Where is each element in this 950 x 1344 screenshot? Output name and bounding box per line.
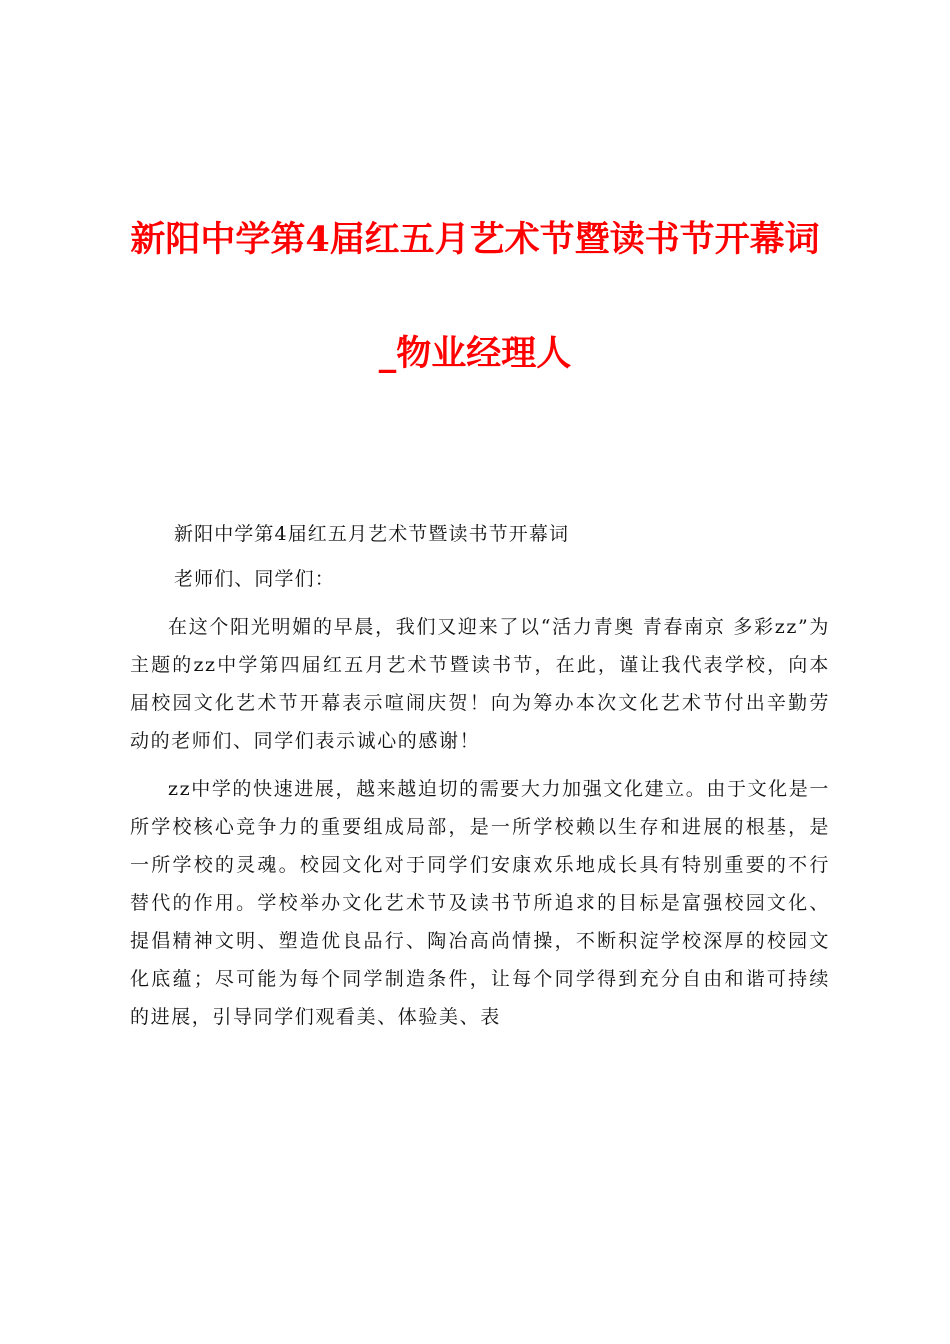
document-title-line-2: _物业经理人 <box>378 333 572 374</box>
body-heading: 新阳中学第4届红五月艺术节暨读书节开幕词 <box>174 523 570 545</box>
paragraph: 在这个阳光明媚的早晨，我们又迎来了以“活力青奥 青春南京 多彩zz”为主题的zz中学第四届红五月艺术节暨读书节，在此，谨让我代表学校，向本届校园文化艺术节开幕表示喧闹庆贺！向为筹办本次文化艺术节付出辛勤劳动的老师们、同学们表示诚心的感谢！ <box>130 616 830 752</box>
salutation: 老师们、同学们： <box>174 568 335 590</box>
document-body <box>130 515 830 1036</box>
document-title-line-1: 新阳中学第4届红五月艺术节暨读书节开幕词 <box>130 219 820 260</box>
paragraph: zz中学的快速进展，越来越迫切的需要大力加强文化建立。由于文化是一所学校核心竞争力的重要组成局部，是一所学校赖以生存和进展的根基，是一所学校的灵魂。校园文化对于同学们安康欢乐地成长具有特别重要的不行替代的作用。学校举办文化艺术节及读书节所追求的目标是富强校园文化、提倡精神文明、塑造优良品行、陶冶高尚情操，不断积淀学校深厚的校园文化底蕴；尽可能为每个同学制造条件，让每个同学得到充分自由和谐可持续的进展，引导同学们观看美、体验美、表 <box>130 778 830 1028</box>
